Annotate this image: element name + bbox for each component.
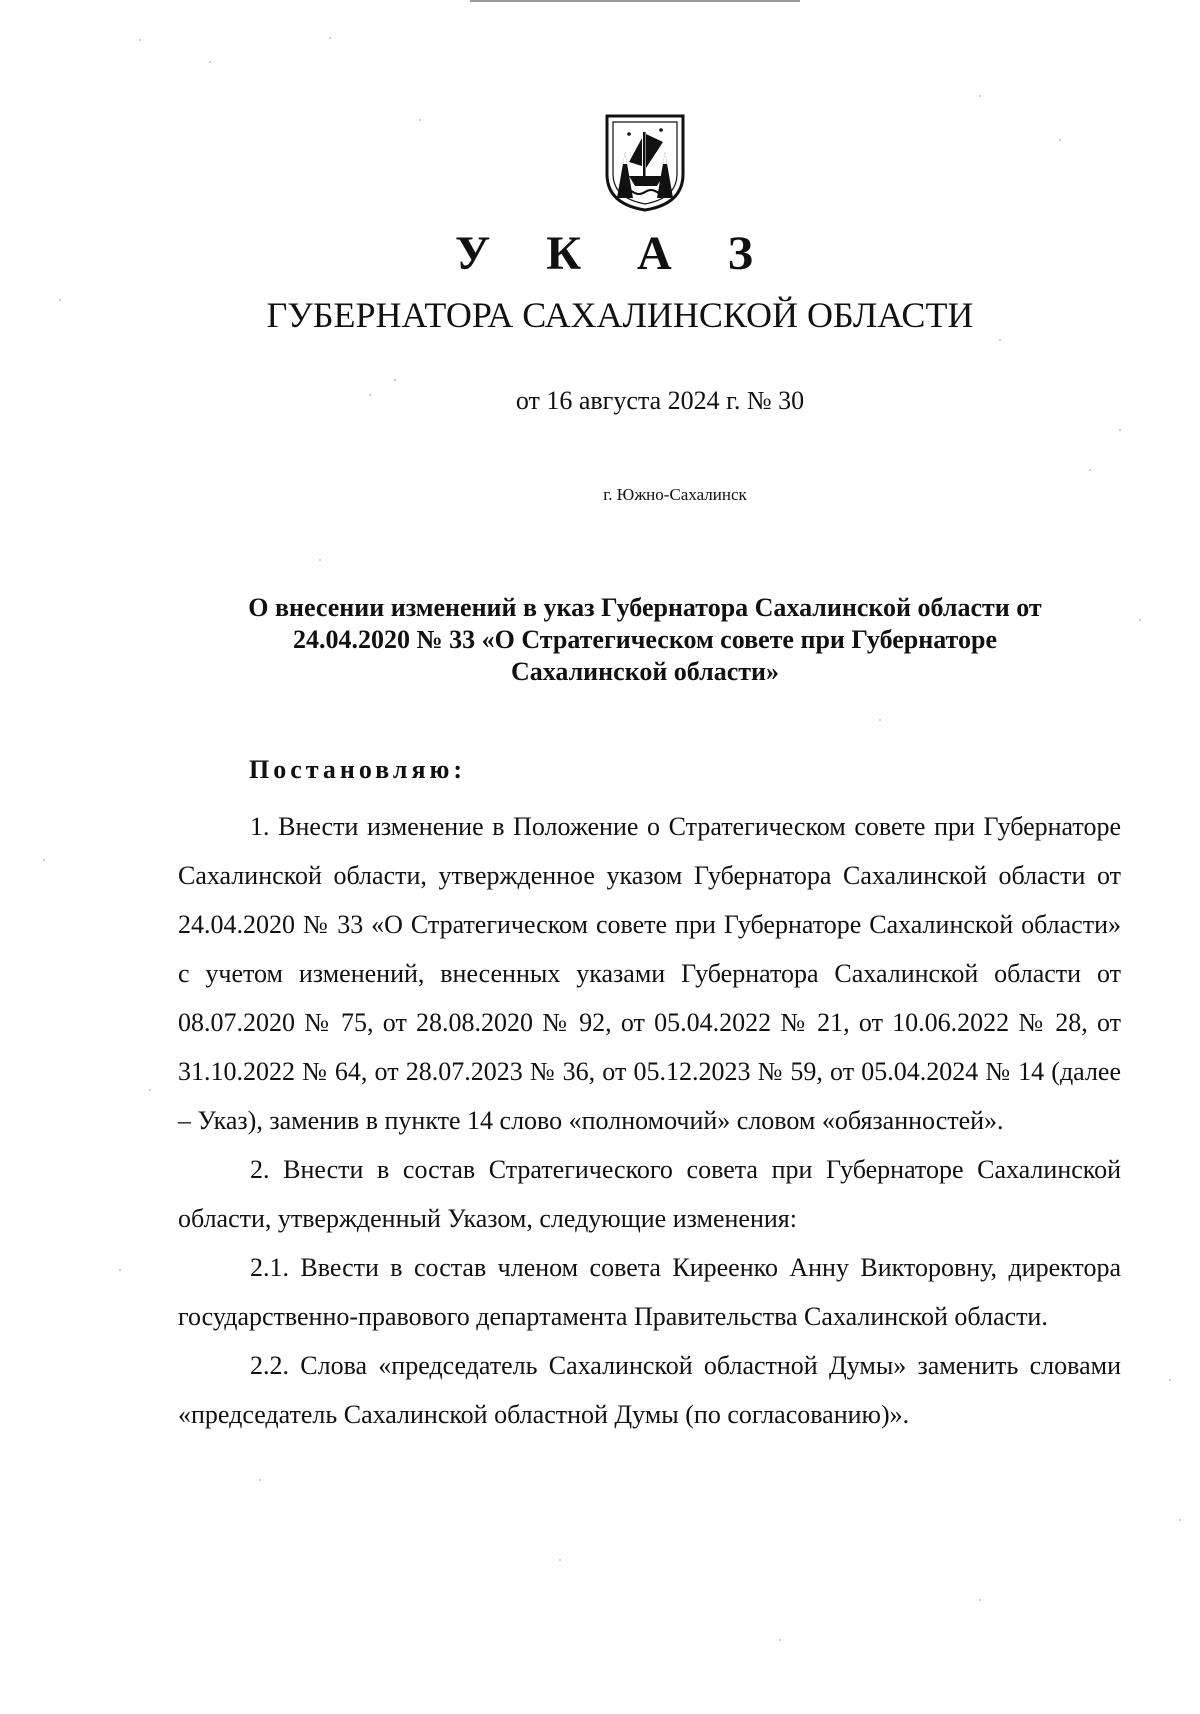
decree-word: Постановляю:	[249, 755, 467, 784]
paragraph-2-2: 2.2. Слова «председатель Сахалинской областной Думы» заменить словами «председатель Сахалинской областной Думы (по согласованию)».	[178, 1351, 1121, 1429]
paragraph-2-1: 2.1. Ввести в состав членом совета Киреенко Анну Викторовну, директора государственно-правового департамента Правительства Сахалинской области.	[178, 1253, 1121, 1331]
paragraph-1: 1. Внести изменение в Положение о Стратегическом совете при Губернаторе Сахалинской области, утвержденное указом Губернатора Сахалинской области от 24.04.2020 № 33 «О Стратегическом совете при Губернаторе Сахалинской области» с учетом изменений, внесенных указами Губернатора Сахалинской области от 08.07.2020 № 75, от 28.08.2020 № 92, от 05.04.2022 № 21, от 10.06.2022 № 28, от 31.10.2022 № 64, от 28.07.2023 № 36, от 05.12.2023 № 59, от 05.04.2024 № 14 (далее – Указ), заменив в пункте 14 слово «полномочий» словом «обязанностей».	[178, 812, 1121, 1135]
heading-line-3: Сахалинской области»	[510, 657, 780, 686]
document-date-number: от 16 августа 2024 г. № 30	[515, 386, 805, 415]
heading-line-1: О внесении изменений в указ Губернатора Сахалинской области от	[248, 593, 1042, 622]
document-heading	[180, 592, 1110, 688]
document-title: У К А З	[454, 227, 776, 280]
sakhalin-coat-of-arms-icon	[601, 112, 689, 212]
heading-line-2: 24.04.2020 № 33 «О Стратегическом совете при Губернаторе	[293, 625, 997, 654]
paragraph-2: 2. Внести в состав Стратегического совета при Губернаторе Сахалинской области, утвержденный Указом, следующие изменения:	[178, 1155, 1121, 1233]
document-city: г. Южно-Сахалинск	[603, 485, 747, 504]
document-subtitle: ГУБЕРНАТОРА САХАЛИНСКОЙ ОБЛАСТИ	[266, 295, 974, 335]
document-body	[178, 802, 1121, 1439]
